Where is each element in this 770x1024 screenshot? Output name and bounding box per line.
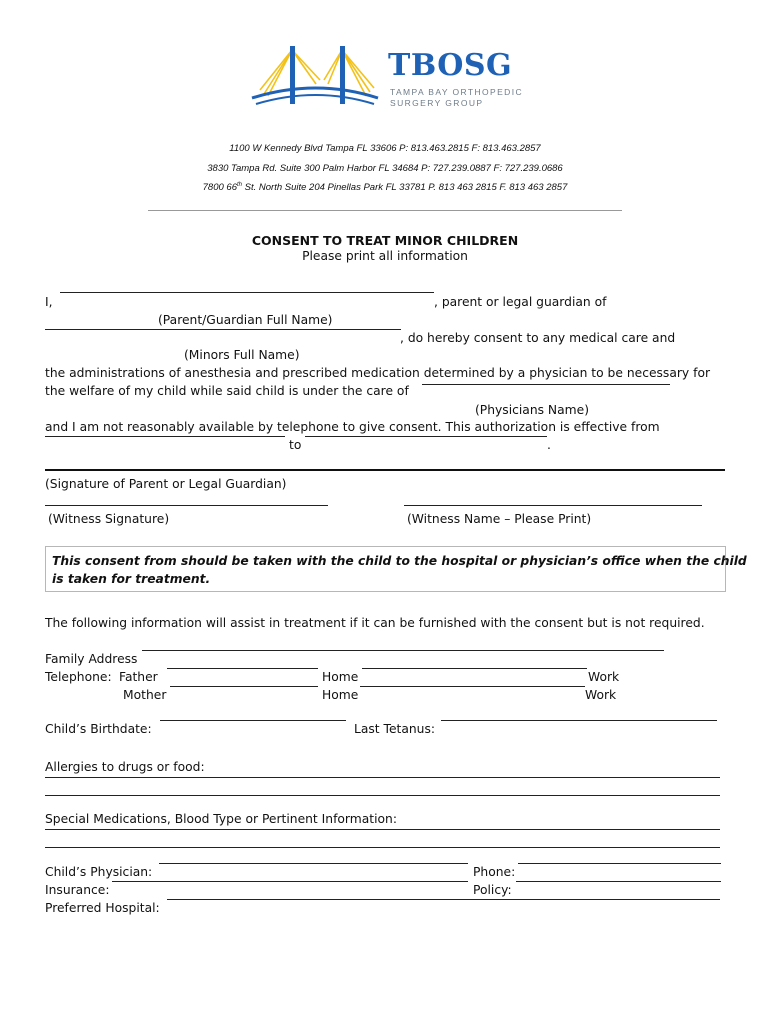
physician-field[interactable] [159, 863, 468, 864]
minor-name-field[interactable] [45, 329, 401, 330]
family-address-label: Family Address [45, 652, 138, 666]
mother-work-label: Work [585, 688, 617, 702]
insurance-field[interactable] [112, 881, 468, 882]
parent-name-field[interactable] [60, 292, 434, 293]
insurance-label: Insurance: [45, 883, 110, 897]
allergies-label: Allergies to drugs or food: [45, 760, 205, 774]
physician-caption: (Physicians Name) [475, 403, 590, 417]
logo-name: TBOSG [388, 48, 513, 83]
consent-suffix: , do hereby consent to any medical care and [400, 331, 676, 345]
notice-box [45, 546, 747, 592]
address-pinellas-number: 7800 66 [202, 182, 237, 194]
consent-line-5: and I am not reasonably available by telephone to give consent. This authorization is effective from [45, 420, 660, 434]
logo-subtitle-2: SURGERY GROUP [390, 98, 484, 108]
logo [250, 40, 530, 112]
family-address-field[interactable] [142, 650, 664, 651]
special-info-label: Special Medications, Blood Type or Pertinent Information: [45, 812, 397, 826]
minor-caption: (Minors Full Name) [184, 348, 300, 362]
address-tampa: 1100 W Kennedy Blvd Tampa FL 33606 P: 813.463.2815 F: 813.463.2857 [229, 143, 541, 154]
witness-signature-caption: (Witness Signature) [48, 512, 170, 526]
bridge-logo-icon [250, 40, 380, 112]
policy-label: Policy: [473, 883, 512, 897]
phone-label: Phone: [473, 865, 516, 879]
phone-field[interactable] [518, 863, 721, 864]
address-pinellas-rest: St. North Suite 204 Pinellas Park FL 33781 P. 813 463 2815 F. 813 463 2857 [242, 182, 568, 194]
policy-field[interactable] [516, 881, 721, 882]
witness-signature-line[interactable] [45, 505, 328, 506]
tetanus-field[interactable] [441, 720, 717, 721]
to-label: to [289, 438, 302, 452]
parent-suffix: , parent or legal guardian of [434, 295, 607, 309]
physician-label: Child’s Physician: [45, 865, 153, 879]
parent-caption: (Parent/Guardian Full Name) [158, 313, 333, 327]
allergies-line-2[interactable] [45, 795, 720, 796]
signature-caption: (Signature of Parent or Legal Guardian) [45, 477, 287, 491]
telephone-label: Telephone: [45, 670, 112, 684]
page-subtitle: Please print all information [302, 249, 468, 263]
i-label: I, [45, 295, 53, 309]
effective-to-field[interactable] [305, 436, 547, 437]
logo-subtitle-1: TAMPA BAY ORTHOPEDIC [390, 87, 524, 97]
effective-from-field[interactable] [45, 436, 285, 437]
period: . [547, 438, 551, 452]
birthdate-label: Child’s Birthdate: [45, 722, 152, 736]
hospital-label: Preferred Hospital: [45, 901, 160, 915]
consent-line-4: the welfare of my child while said child is under the care of [45, 384, 409, 398]
father-home-label: Home [322, 670, 359, 684]
notice-line-2: is taken for treatment. [52, 572, 211, 586]
tetanus-label: Last Tetanus: [354, 722, 436, 736]
address-palm-harbor: 3830 Tampa Rd. Suite 300 Palm Harbor FL 34684 P: 727.239.0887 F: 727.239.0686 [207, 163, 563, 174]
allergies-line-1[interactable] [45, 777, 720, 778]
birthdate-field[interactable] [160, 720, 346, 721]
father-home-field[interactable] [167, 668, 318, 669]
father-label: Father [119, 670, 158, 684]
special-info-line-2[interactable] [45, 847, 720, 848]
physician-name-field[interactable] [422, 384, 670, 385]
mother-home-field[interactable] [170, 686, 318, 687]
special-info-line-1[interactable] [45, 829, 720, 830]
consent-line-3: the administrations of anesthesia and prescribed medication determined by a physician to be necessary for [45, 366, 711, 380]
parent-signature-line[interactable] [45, 469, 725, 471]
father-work-label: Work [588, 670, 620, 684]
page-title: CONSENT TO TREAT MINOR CHILDREN [251, 233, 519, 248]
address-pinellas-park [0, 182, 770, 193]
mother-home-label: Home [322, 688, 359, 702]
info-intro: The following information will assist in treatment if it can be furnished with the consent but is not required. [45, 616, 705, 630]
father-work-field[interactable] [362, 668, 587, 669]
witness-name-caption: (Witness Name – Please Print) [407, 512, 592, 526]
mother-label: Mother [123, 688, 167, 702]
notice-line-1: This consent from should be taken with the child to the hospital or physician’s office when the child [52, 554, 747, 568]
header-divider [148, 210, 622, 211]
hospital-field[interactable] [167, 899, 720, 900]
mother-work-field[interactable] [360, 686, 585, 687]
witness-name-line[interactable] [404, 505, 702, 506]
address-superscript: th [236, 182, 242, 188]
